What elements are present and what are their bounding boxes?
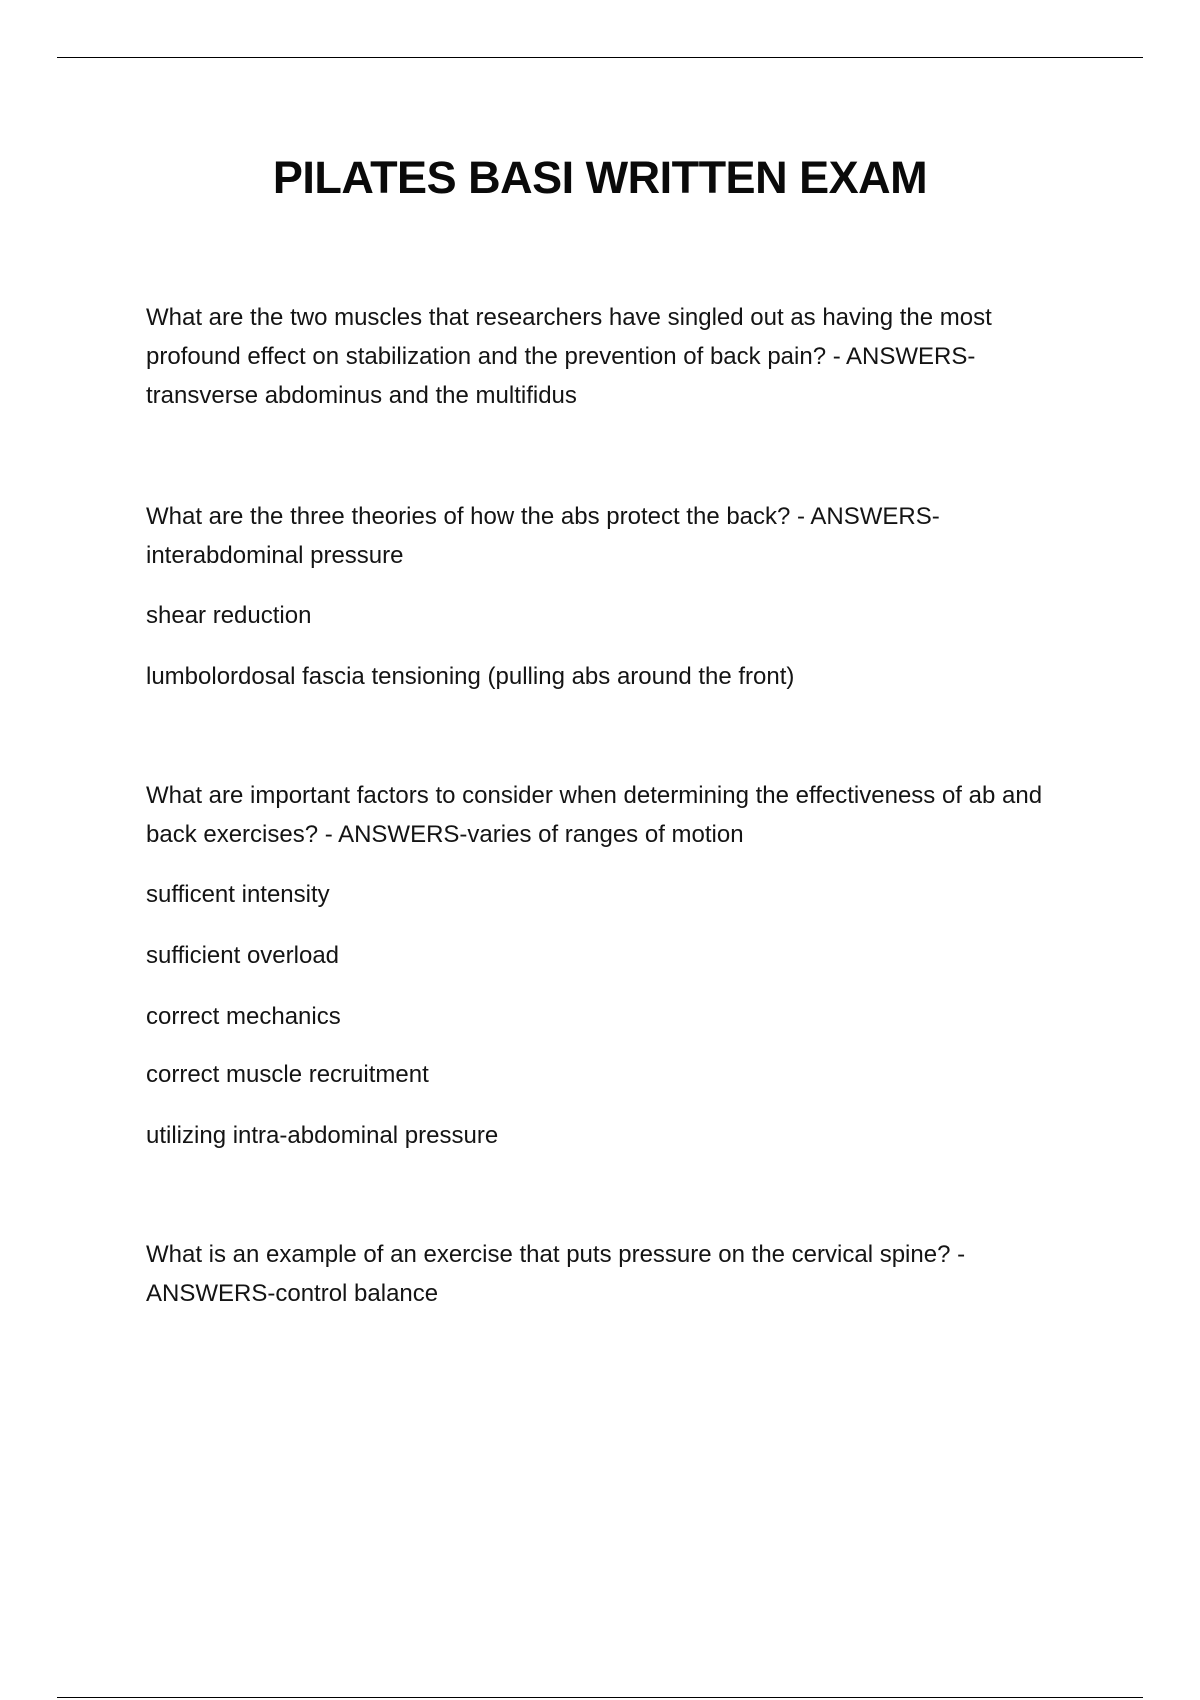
answer-line: correct muscle recruitment [146, 1061, 429, 1088]
question-1: What are the two muscles that researchers have singled out as having the most profound effect on stabilization and the prevention of back pain? - ANSWERS-transverse abdominus and the multifidus [146, 304, 992, 409]
answer-line: correct mechanics [146, 1003, 341, 1030]
footer-divider [57, 1697, 1143, 1698]
header-divider [57, 57, 1143, 58]
question-2: What are the three theories of how the abs protect the back? - ANSWERS-interabdominal pressure [146, 503, 940, 569]
question-3: What are important factors to consider when determining the effectiveness of ab and back exercises? - ANSWERS-varies of ranges of motion [146, 782, 1043, 848]
page-title: PILATES BASI WRITTEN EXAM [272, 152, 928, 203]
answer-line: lumbolordosal fascia tensioning (pulling abs around the front) [146, 663, 795, 690]
answer-line: utilizing intra-abdominal pressure [146, 1122, 499, 1149]
answer-line: shear reduction [146, 602, 312, 629]
answer-line: sufficent intensity [146, 881, 330, 908]
answer-line: sufficient overload [146, 942, 340, 969]
question-4: What is an example of an exercise that puts pressure on the cervical spine? - ANSWERS-control balance [146, 1241, 966, 1307]
